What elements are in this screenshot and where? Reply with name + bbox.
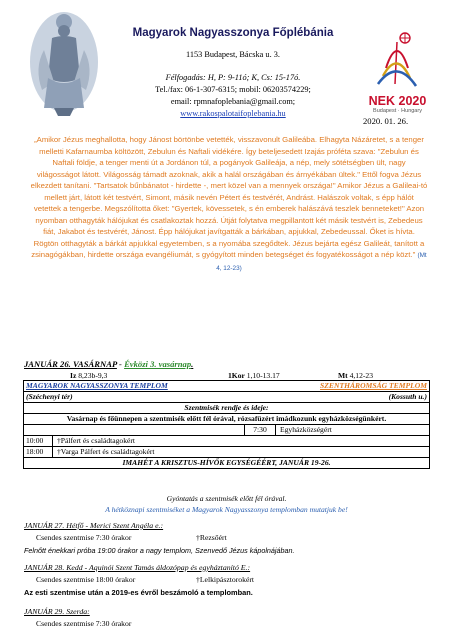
phone-numbers: Tel./fax: 06-1-307-6315; mobil: 06203574229; xyxy=(155,85,311,94)
rosary-note: Vasárnap és főünnepen a szentmisék előtt fél órával, rózsafüzért imádkozunk egyházközségünkért. xyxy=(24,414,430,425)
gospel-body: „Amikor Jézus meghallotta, hogy Jánost börtönbe vetették, visszavonult Galileába. Elhagyta Názáretet, s a tenger melletti Kafarnaumba költözött, Zebulun és Naftali vidékére. Így beteljesedett Izajás próféta szava: "Zebulun és Naftali földje, a tenger menti út a Jordánon túl, a pogányok Galileája, a nép, mely sötétségben ült, nagy világosságot látott. Világosság támadt azoknak, akik a halál országában és árnyékában ültek." Ettől fogva Jézus elkezdett tanítani. "Tartsatok bűnbánatot - hirdette -, mert közel van a mennyek országa!" Amikor Jézus a Galileai-tó mellett járt, látott két testvért, Simont, másik nevén Pétert és testvérét, Andrást. Halászok voltak, s épp hálót vetettek a tengerbe. Megszólította őket: "Gyertek, kövessetek, s én emberek halászává teszlek benneteket!" Azon nyomban otthagyták hálójukat és csatlakoztak hozzá. Útját folytatva megpillantott két másik testvért is, Zebedeus fiát, Jakabot és testvérét, Jánost. Épp hálójukat javítgatták a bárkában, apjukkal, Zebedeussal. Őket is hívta. Rögtön otthagyták a bárkát apjukkal egyetemben, s a nyomába szegődtek. Jézus bejárta egész Galileát, tanított a zsinagógákban, hirdette országa evangéliumát, s gyógyított minden betegséget és fogyatékosságot a nép közt." xyxy=(30,135,428,259)
row-intention: Egyházközségért xyxy=(275,425,332,435)
confession-note: Gyóntatás a szentmisék előtt fél órával. xyxy=(166,494,287,503)
nek-logo xyxy=(350,28,445,113)
tuesday-title: JANUÁR 28. Kedd - Aquinói Szent Tamás áldozópap és egyháztanító E.: xyxy=(24,563,251,572)
church-location-row xyxy=(24,392,430,403)
gospel-reference: (Mt 4, 12-23) xyxy=(216,252,427,272)
parish-logo xyxy=(14,8,114,116)
church-right: SZENTHÁROMSÁG TEMPLOM xyxy=(254,381,430,392)
row-time: 7:30 xyxy=(244,425,275,435)
bulletin-date: 2020. 01. 26. xyxy=(363,116,409,126)
wednesday-mass: Csendes szentmise 7:30 órakor xyxy=(36,619,132,628)
schedule-row xyxy=(24,425,430,436)
gospel-text xyxy=(30,134,428,274)
mass-schedule-table xyxy=(23,380,430,469)
row-intention: †Varga Pálfert és családtagokért xyxy=(52,447,154,457)
monday-extra: Felnőtt énekkari próba 19:00 órakor a nagy templom, Szenvedő Jézus kápolnájában. xyxy=(24,546,295,555)
tuesday-intention: †Lelkipásztorokért xyxy=(196,575,255,584)
parish-address: 1153 Budapest, Bácska u. 3. xyxy=(186,50,280,59)
wednesday-title: JANUÁR 29. Szerda: xyxy=(24,607,90,616)
reading-3: Mt 4,12-23 xyxy=(338,371,374,380)
schedule-row xyxy=(24,447,430,458)
nek-emblem-icon xyxy=(350,28,445,90)
location-right: (Kossuth u.) xyxy=(254,392,430,403)
website-link-wrap xyxy=(120,108,346,120)
nek-title: NEK 2020 xyxy=(368,94,427,108)
row-time: 10:00 xyxy=(26,436,44,445)
sunday-title xyxy=(24,359,193,369)
parish-name: Magyarok Nagyasszonya Főplébánia xyxy=(132,27,334,39)
nek-subtitle: Budapest · Hungary xyxy=(373,108,422,114)
office-hours: Félfogadás: H, P: 9-11ó; K, Cs: 15-17ó. xyxy=(165,73,301,82)
reading-2: 1Kor 1,10-13.17 xyxy=(228,371,280,380)
location-left: (Széchenyi tér) xyxy=(24,392,254,403)
email-address: email: rpmnafoplebania@gmail.com; xyxy=(170,97,296,106)
monday-intention: †Rezsőért xyxy=(196,533,227,542)
sunday-date: JANUÁR 26. VASÁRNAP xyxy=(24,359,117,369)
order-title: Szentmisék rendje és ideje: xyxy=(24,403,430,414)
weekday-mass-note: A hétköznapi szentmiséket a Magyarok Nagyasszonya templomban mutatjuk be! xyxy=(105,505,348,514)
monday-mass: Csendes szentmise 7:30 órakor †Rezsőért xyxy=(36,533,227,542)
prayer-week: IMAHÉT A KRISZTUS-HÍVŐK EGYSÉGÉÉRT, JANUÁR 19-26. xyxy=(24,458,430,469)
monday-title: JANUÁR 27. Hétfő - Merici Szent Angéla e.: xyxy=(24,521,164,530)
sunday-feast-end: . xyxy=(191,359,194,369)
tuesday-mass: Csendes szentmise 18:00 órakor †Lelkipásztorokért xyxy=(36,575,255,584)
church-left: MAGYAROK NAGYASSZONYA TEMPLOM xyxy=(24,381,254,392)
sunday-separator: - xyxy=(116,359,125,369)
row-intention: †Pálfert és családtagokért xyxy=(52,436,135,446)
schedule-row xyxy=(24,436,430,447)
sunday-feast: Évközi 3. vasárnap xyxy=(124,359,192,369)
reading-1: Iz 8,23b-9,3 xyxy=(70,371,108,380)
church-names-row xyxy=(24,381,430,392)
website-link[interactable]: www.rakospalotaifoplebania.hu xyxy=(180,109,286,118)
tuesday-extra: Az esti szentmise után a 2019-es évről beszámoló a templomban. xyxy=(24,588,253,597)
row-time: 18:00 xyxy=(26,447,44,456)
